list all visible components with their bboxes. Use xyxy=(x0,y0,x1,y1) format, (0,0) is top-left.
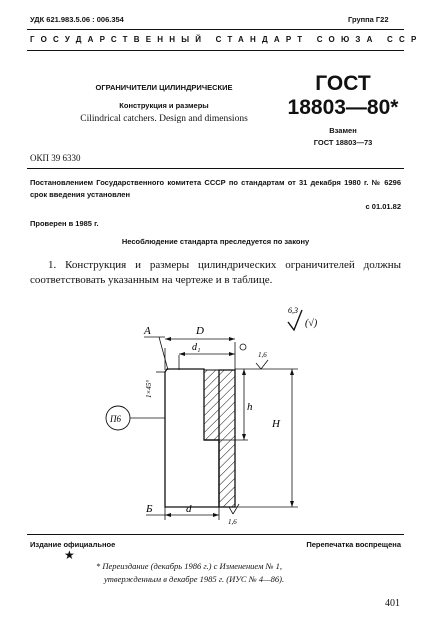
reissue-line-1: * Переиздание (декабрь 1986 г.) с Изменением № 1, xyxy=(96,561,283,571)
fit-label: П6 xyxy=(110,414,121,424)
label-h: h xyxy=(247,401,253,413)
roughness-bottom-label: 1,6 xyxy=(228,518,237,526)
roughness-other-label: (√) xyxy=(305,318,318,329)
okp-code: ОКП 39 6330 xyxy=(30,153,81,163)
checked-note: Проверен в 1985 г. xyxy=(30,219,99,228)
official-edition: Издание официальное xyxy=(30,540,116,549)
label-H: H xyxy=(272,418,280,430)
label-D: D xyxy=(196,325,204,337)
replaces-value: ГОСТ 18803—73 xyxy=(313,138,373,147)
title-en: Cilindrical catchers. Design and dimensions xyxy=(80,114,248,124)
page-number: 401 xyxy=(385,598,400,609)
roughness-main-label: 6,3 xyxy=(288,306,298,315)
gost-number: 18803—80* xyxy=(287,96,399,119)
state-standard-banner: ГОСУДАРСТВЕННЫЙ СТАНДАРТ СОЮЗА ССР xyxy=(30,35,423,44)
reprint-forbidden: Перепечатка воспрещена xyxy=(306,540,401,549)
label-d: d xyxy=(186,503,192,515)
replaces-label: Взамен xyxy=(329,126,357,135)
chamfer-callout xyxy=(145,372,165,398)
decree-text: Постановлением Государственного комитета СССР по стандартам от 31 декабря 1980 г. № 6296 срок введения установлен xyxy=(30,178,401,199)
reissue-line-2: утвержденным в декабре 1985 г. (ИУС № 4—86). xyxy=(104,574,285,584)
footer-rule xyxy=(27,534,404,535)
legal-warning: Несоблюдение стандарта преследуется по закону xyxy=(121,237,310,246)
hatched-wall-upper xyxy=(204,370,219,440)
label-A-leader xyxy=(143,325,168,370)
label-A: А xyxy=(144,325,151,337)
roughness-symbol xyxy=(288,306,318,330)
subtitle-ru: Конструкция и размеры xyxy=(119,101,209,110)
chamfer-label: 1×45° xyxy=(145,379,153,398)
udk-code: УДК 621.983.5.06 : 006.354 xyxy=(30,15,124,24)
label-d1: d₁ xyxy=(192,342,201,353)
fit-callout xyxy=(106,406,165,430)
label-b: Б xyxy=(146,503,153,515)
part-body xyxy=(165,369,235,507)
gost-label: ГОСТ xyxy=(315,72,371,95)
clause-1: 1. Конструкция и размеры цилиндрических ограничителей должны соответствовать указанным на чертеже и в таблице. xyxy=(30,259,401,286)
dimension-d1 xyxy=(179,342,246,370)
group-code: Группа Г22 xyxy=(348,15,389,24)
hatched-wall xyxy=(219,370,235,507)
decree-date: с 01.01.82 xyxy=(365,202,401,211)
title-ru: ОГРАНИЧИТЕЛИ ЦИЛИНДРИЧЕСКИЕ xyxy=(95,83,233,92)
roughness-top-label: 1,6 xyxy=(258,351,267,359)
star-icon: ★ xyxy=(64,548,75,562)
